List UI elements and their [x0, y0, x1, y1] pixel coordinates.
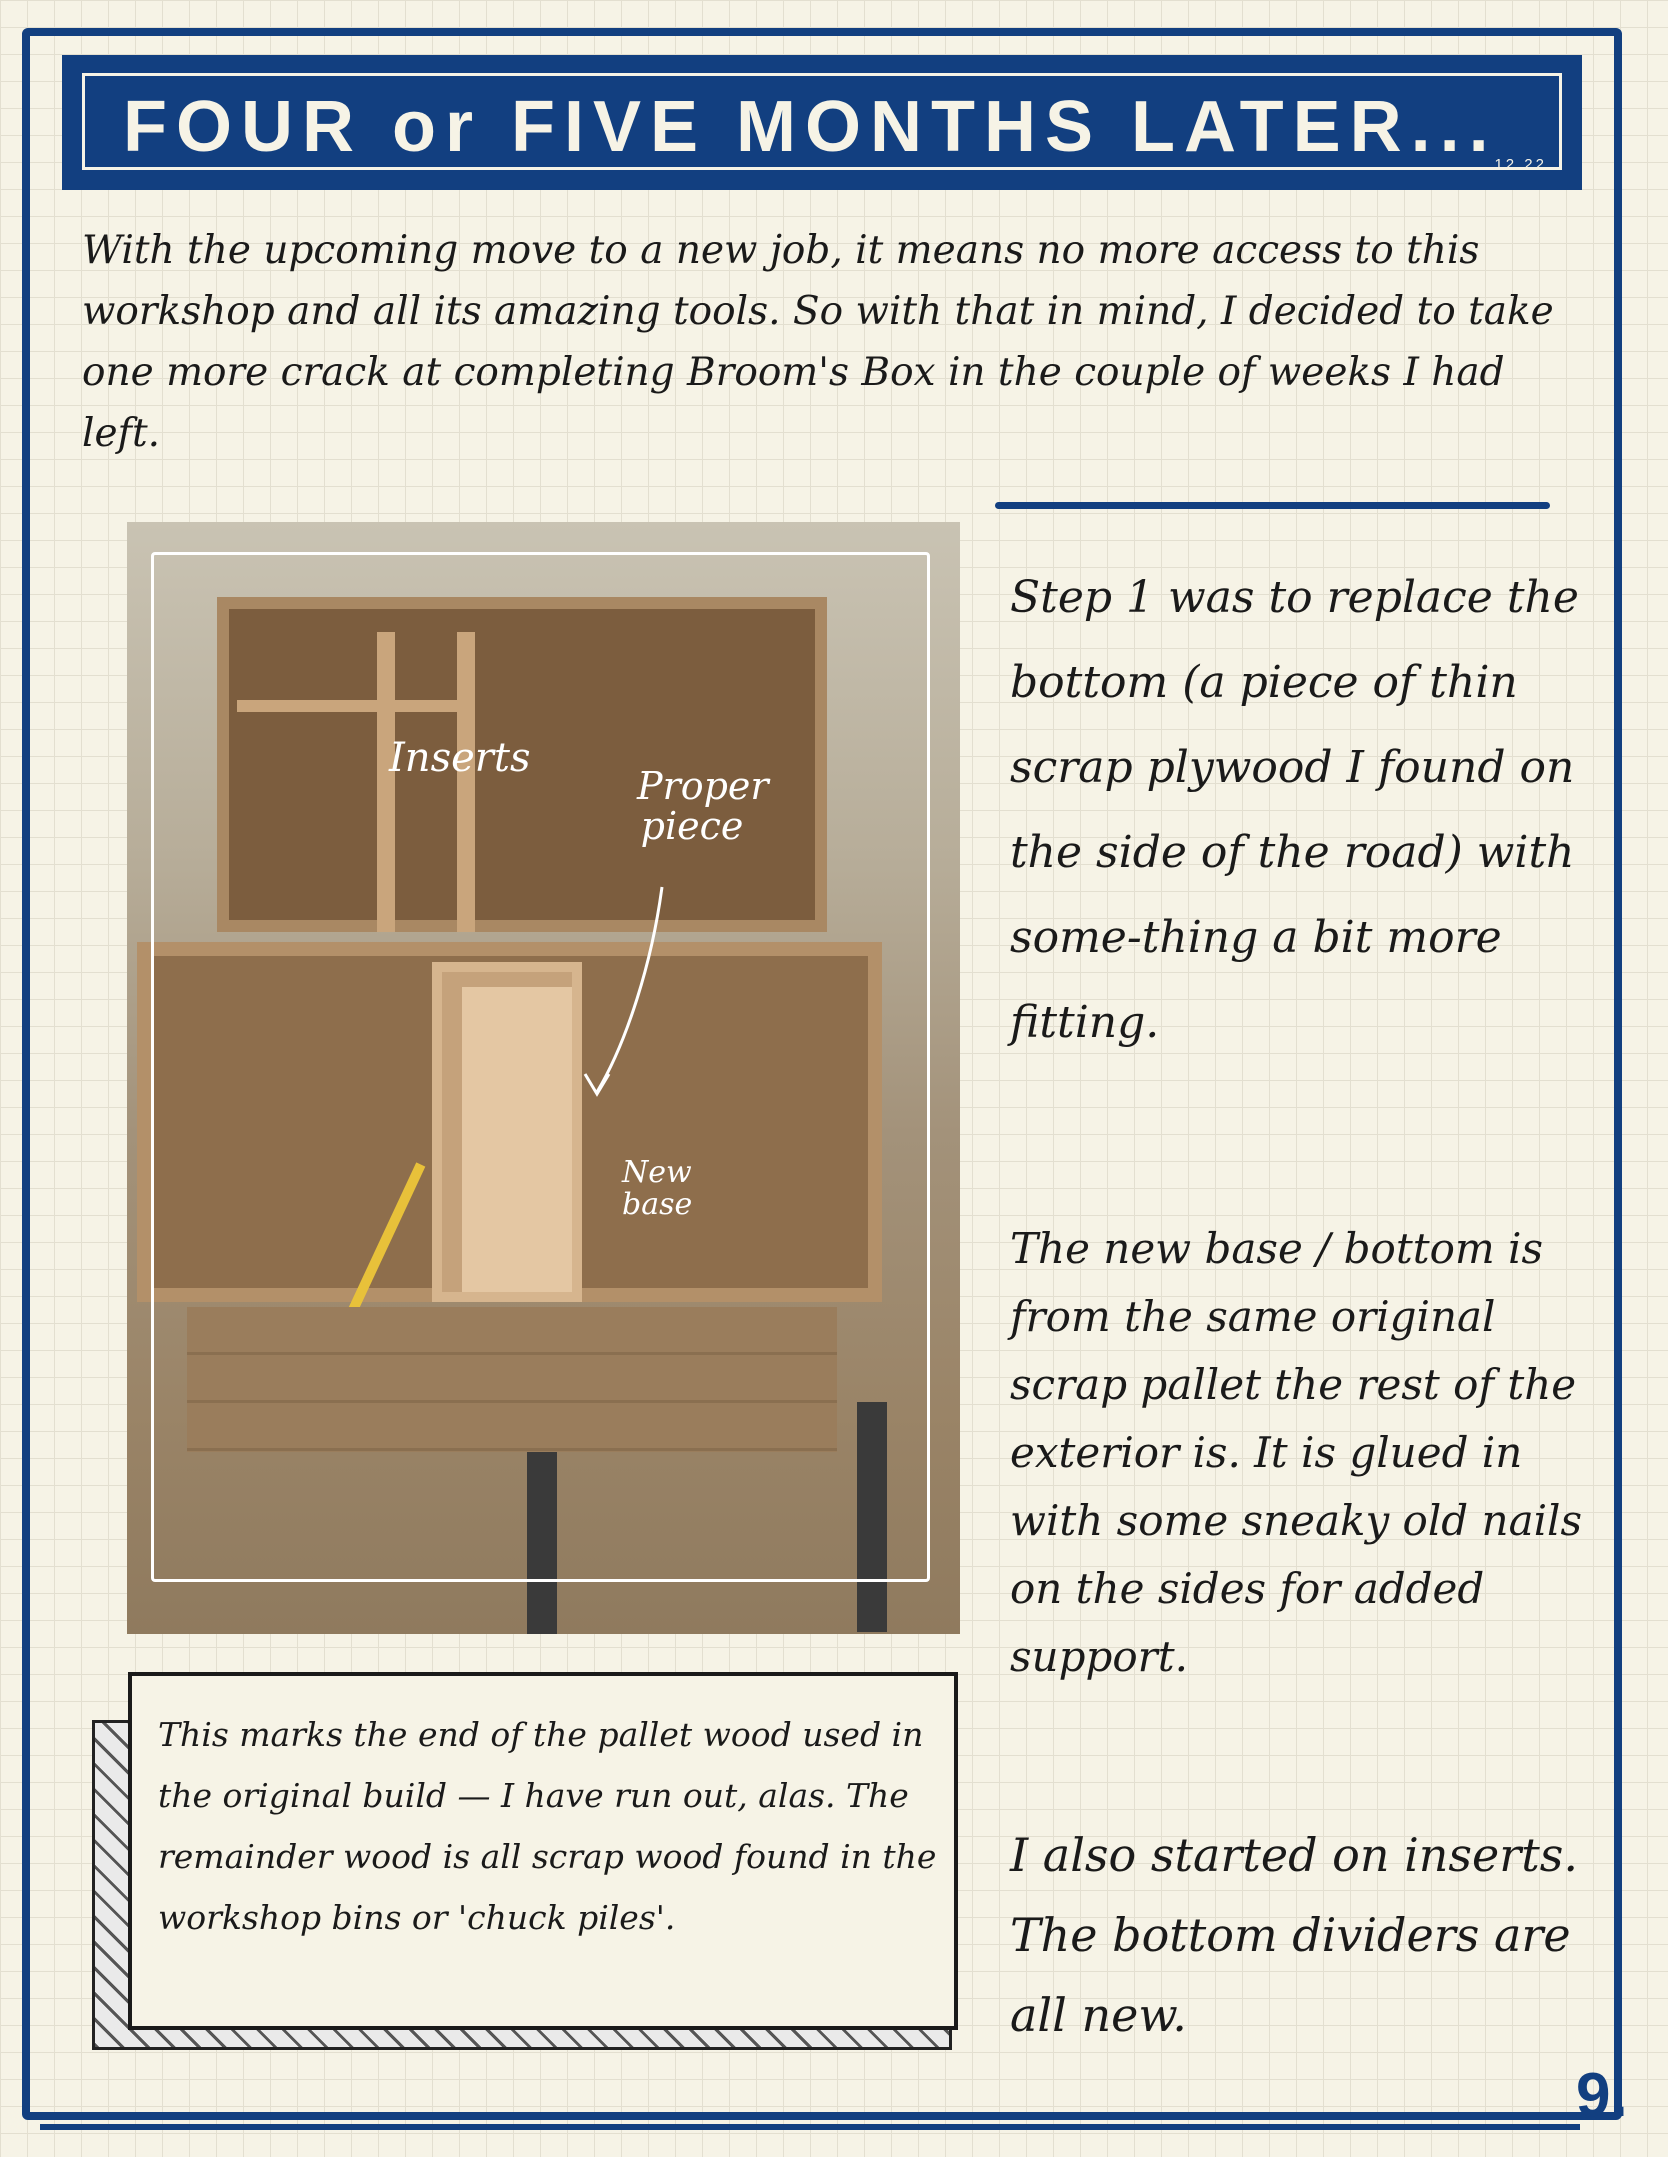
box-photo: [127, 522, 960, 1634]
title-inner-border: [82, 73, 1562, 173]
frame-bottom-line: [40, 2124, 1580, 2130]
section-divider: [995, 502, 1550, 509]
side-note-inserts: I also started on inserts. The bottom dividers are all new.: [1010, 1828, 1578, 2042]
note-box: [128, 1672, 958, 2030]
side-note-step1: Step 1 was to replace the bottom (a piece of thin scrap plywood I found on the side of the road) with some-thing a bit more fitting.: [1010, 572, 1579, 1048]
photo-label-new-base: New base: [622, 1155, 693, 1222]
photo-label-inserts: Inserts: [389, 735, 531, 781]
intro-paragraph: With the upcoming move to a new job, it means no more access to this workshop and all its amazing tools. So with that in mind, I decided to take one more crack at completing Broom's Box in the couple of weeks I had left.: [82, 228, 1554, 456]
page-number: 9.: [1576, 2061, 1628, 2130]
title-banner: [62, 55, 1582, 190]
arrow-icon: [127, 522, 960, 1634]
note-text: This marks the end of the pallet wood used in the original build — I have run out, alas. The remainder wood is all scrap wood found in the workshop bins or 'chuck piles'.: [158, 1715, 937, 1937]
title-date: 12.22: [1494, 156, 1547, 173]
side-note-base: The new base / bottom is from the same original scrap pallet the rest of the exterior is. It is glued in with some sneaky old nails on the sides for added support.: [1010, 1224, 1583, 1681]
photo-label-proper-piece: Proper piece: [637, 764, 769, 848]
page-title: FOUR or FIVE MONTHS LATER...: [123, 87, 1498, 167]
